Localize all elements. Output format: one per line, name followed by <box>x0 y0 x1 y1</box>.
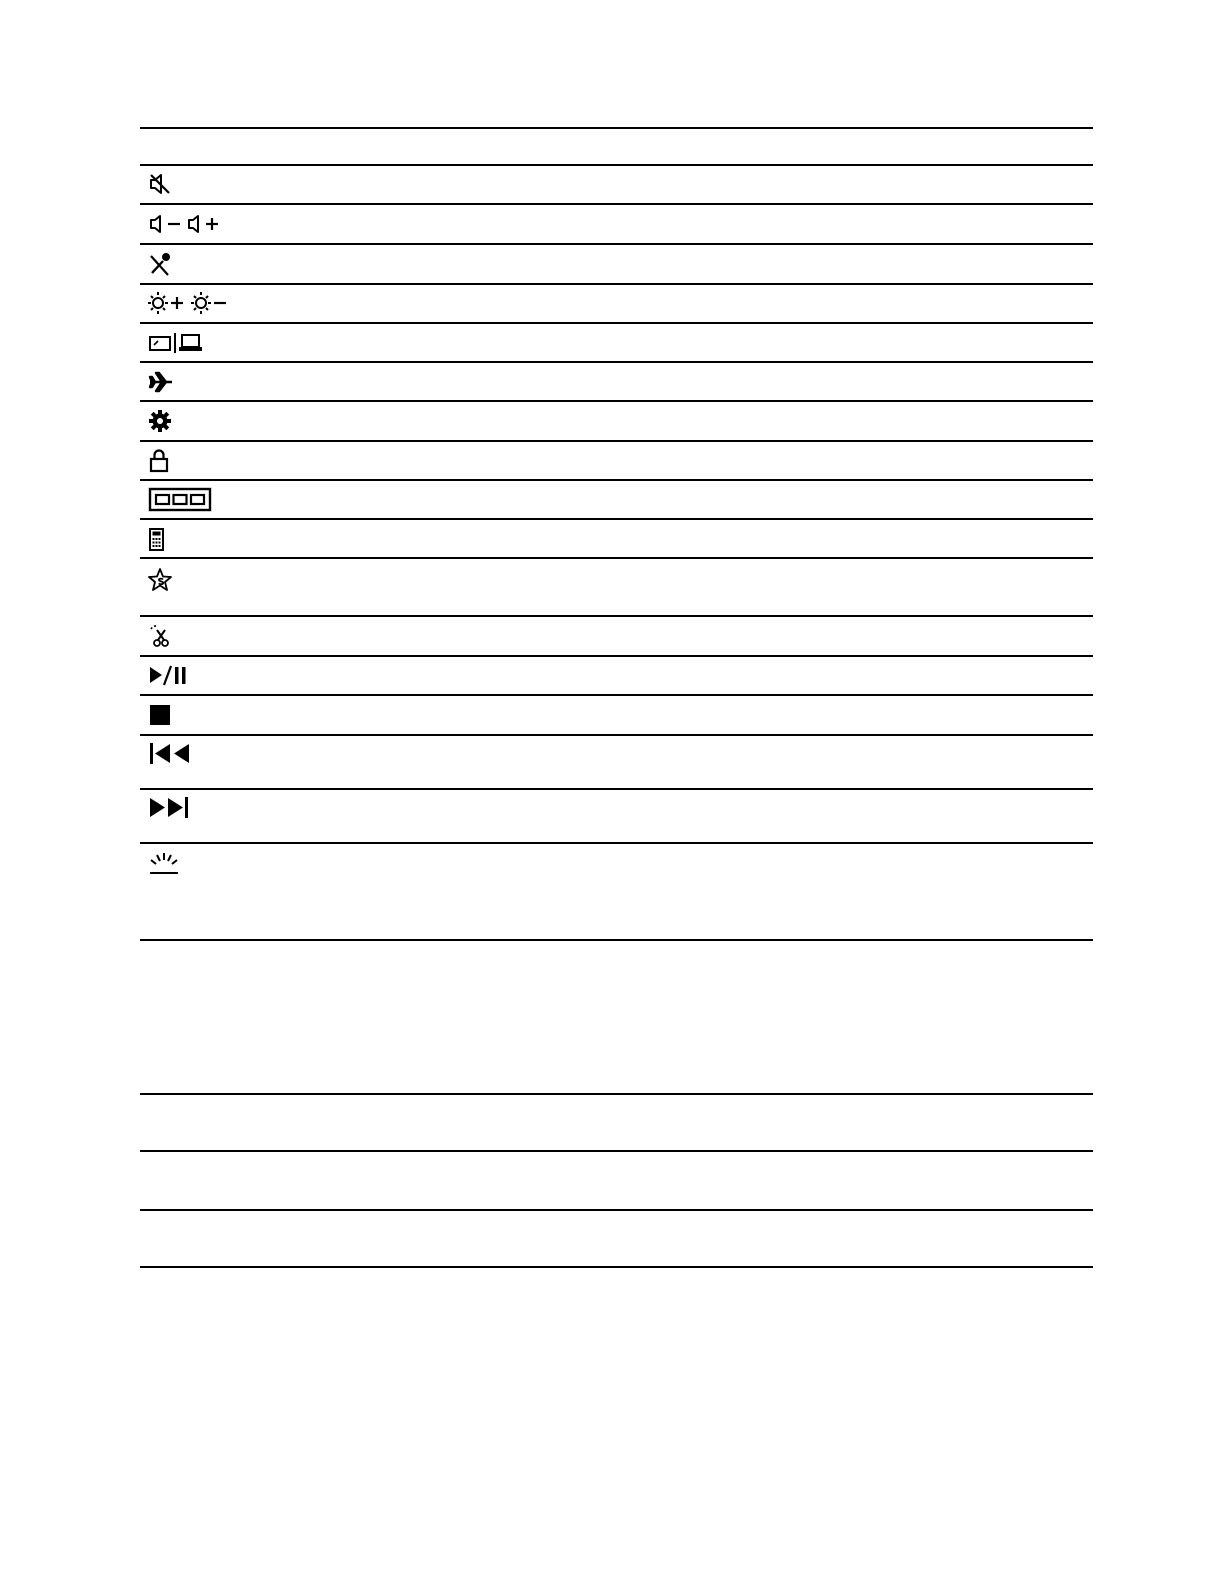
play-pause-icon <box>148 664 190 688</box>
table-header-rule <box>140 164 1093 166</box>
row-rule <box>140 203 1093 205</box>
table-bottom-rule <box>140 939 1093 941</box>
row-rule <box>140 1150 1093 1152</box>
brightness-up-down-icon <box>148 291 228 315</box>
row-rule <box>140 400 1093 402</box>
previous-track-icon <box>148 742 192 766</box>
row-rule <box>140 694 1093 696</box>
row-rule <box>140 518 1093 520</box>
stop-icon <box>148 703 172 727</box>
table-top-rule <box>140 1093 1093 1095</box>
next-track-icon <box>148 796 192 820</box>
speaker-mute-icon <box>148 172 172 196</box>
table-bottom-rule <box>140 1266 1093 1268</box>
task-view-icon <box>148 487 212 513</box>
row-rule <box>140 243 1093 245</box>
calculator-icon <box>148 527 168 553</box>
row-rule <box>140 322 1093 324</box>
row-rule <box>140 655 1093 657</box>
volume-down-up-icon <box>148 212 220 236</box>
row-rule <box>140 1209 1093 1211</box>
row-rule <box>140 440 1093 442</box>
row-rule <box>140 283 1093 285</box>
snipping-tool-icon <box>148 624 174 650</box>
row-rule <box>140 479 1093 481</box>
row-rule <box>140 361 1093 363</box>
row-rule <box>140 842 1093 844</box>
star-s-icon <box>148 567 174 593</box>
keyboard-backlight-icon <box>148 851 182 877</box>
row-rule <box>140 557 1093 559</box>
table-top-rule <box>140 127 1093 129</box>
row-rule <box>140 788 1093 790</box>
settings-gear-icon <box>148 409 172 433</box>
display-switch-icon <box>148 331 204 355</box>
microphone-mute-icon <box>148 251 174 277</box>
row-rule <box>140 615 1093 617</box>
airplane-mode-icon <box>148 370 174 394</box>
row-rule <box>140 734 1093 736</box>
lock-icon <box>148 448 172 474</box>
